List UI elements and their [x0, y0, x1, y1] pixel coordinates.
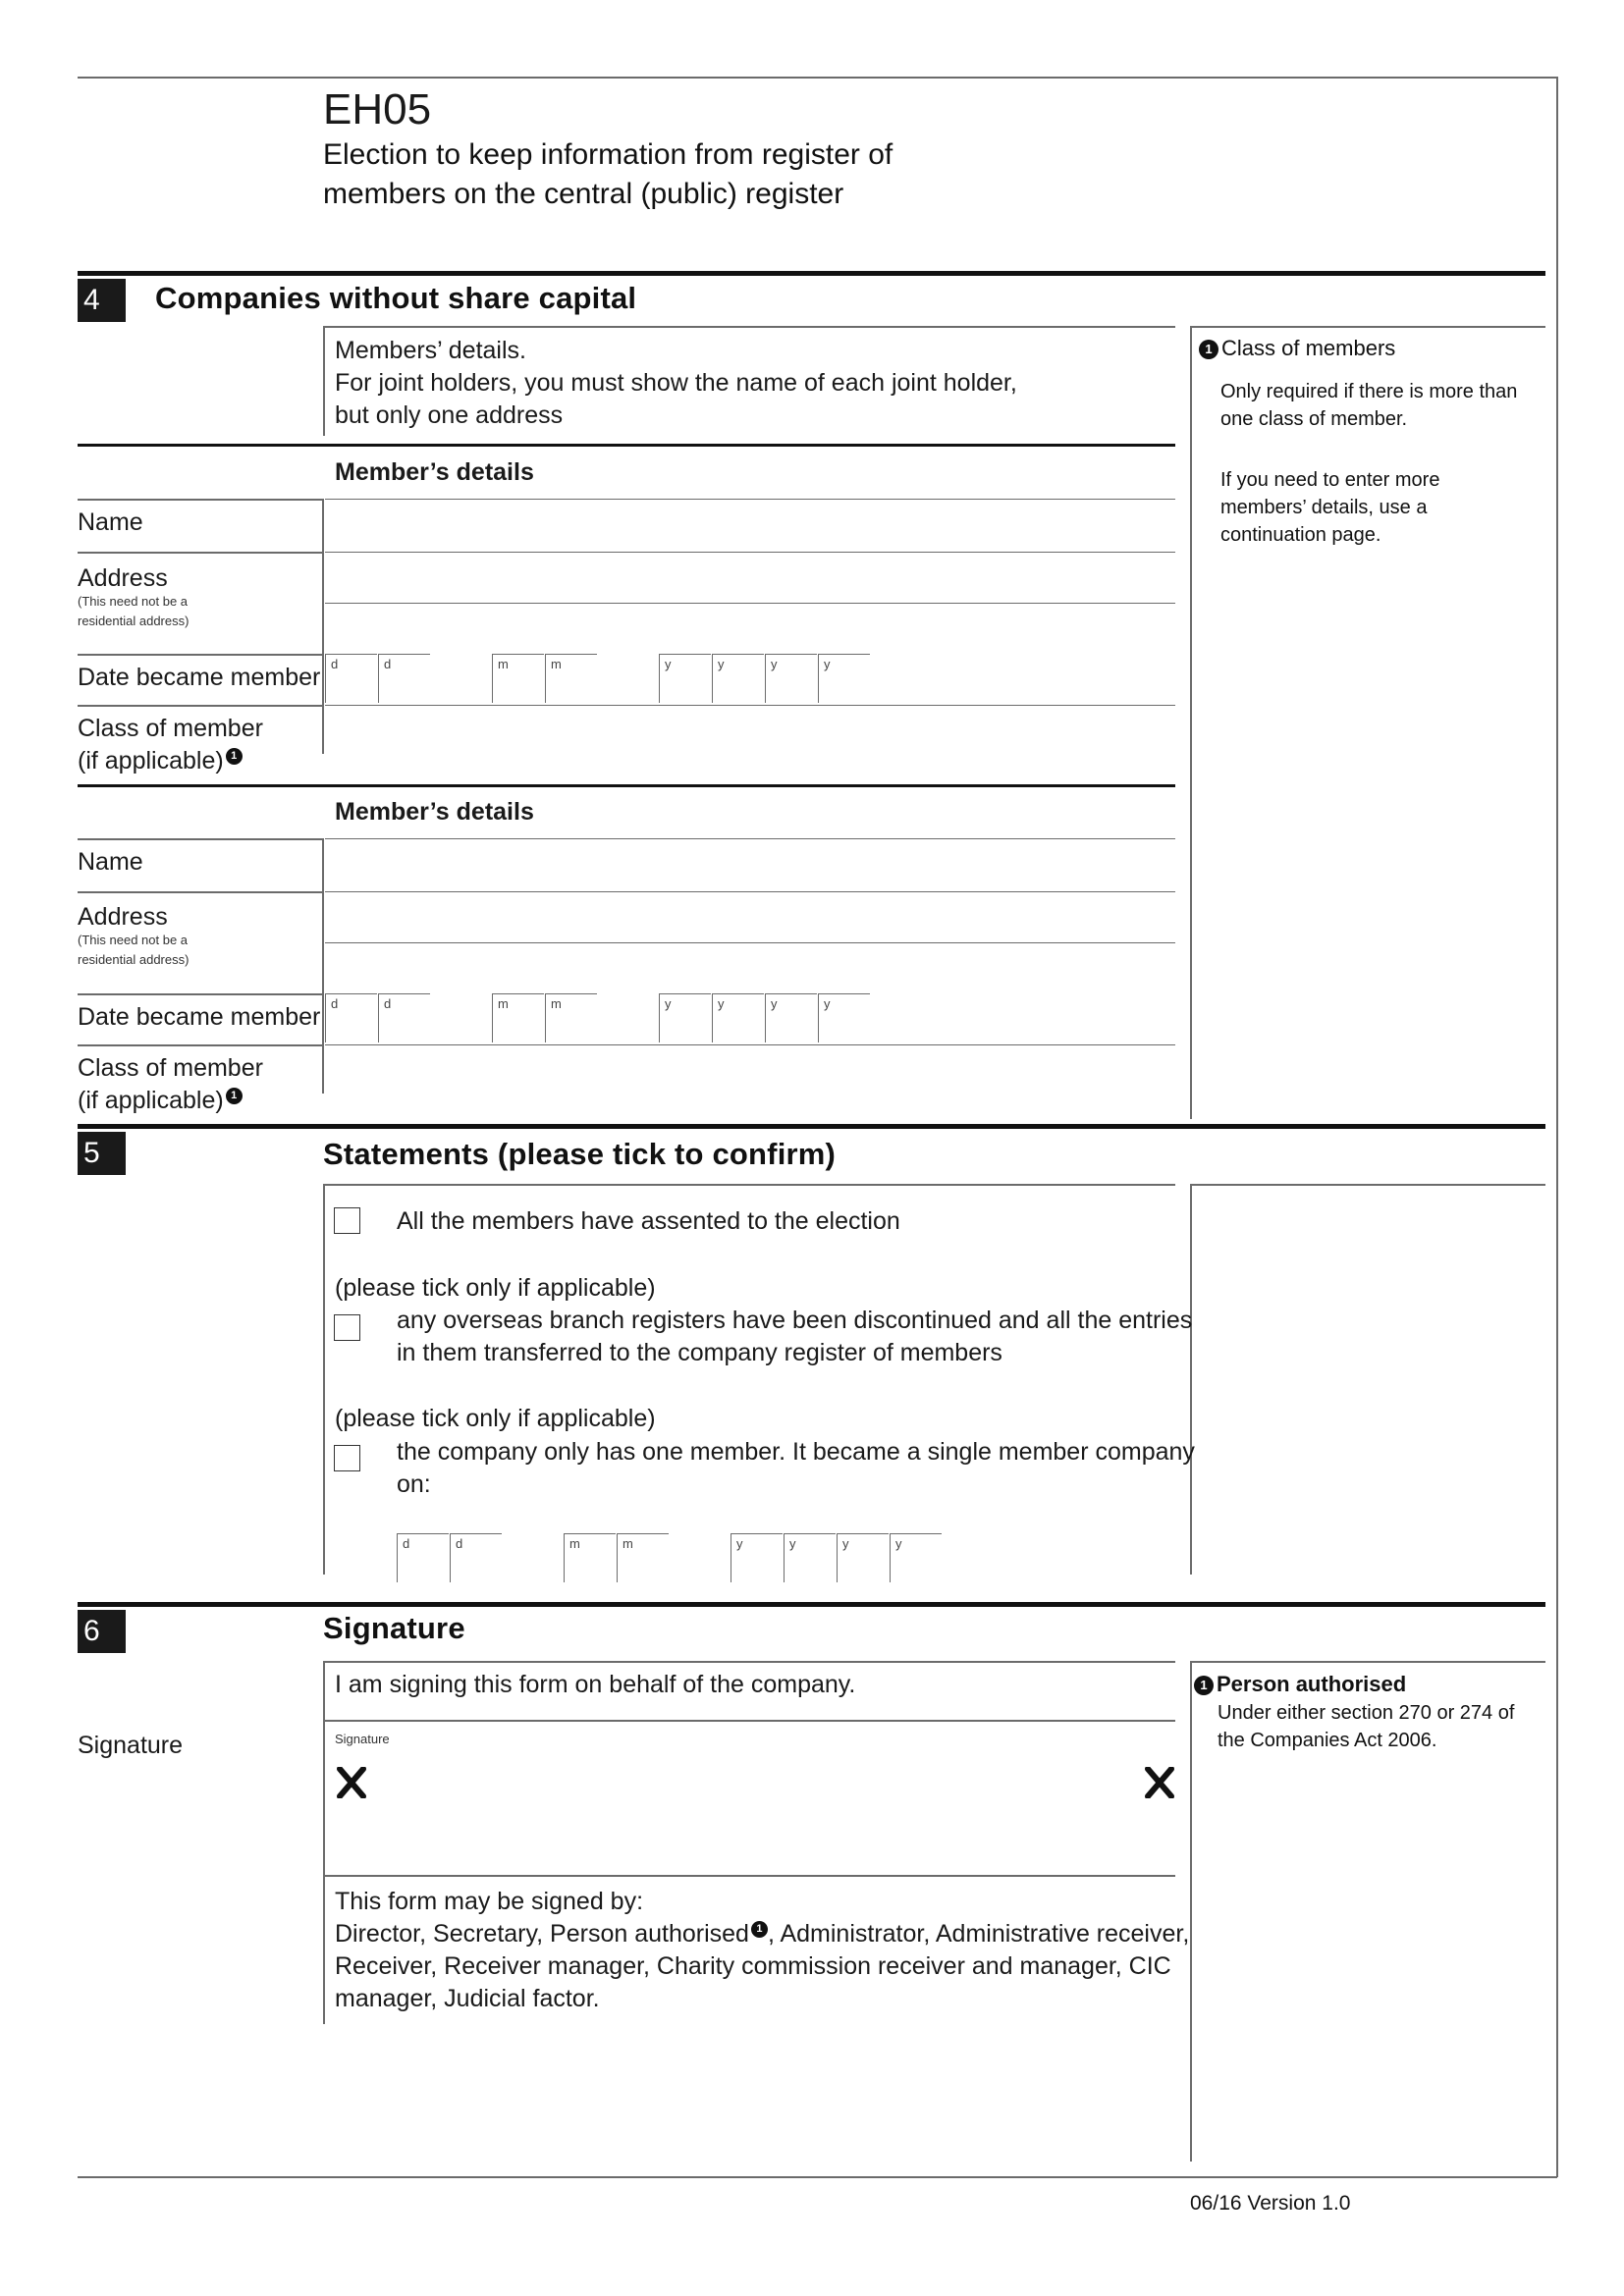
single-member-date-y3[interactable]: y [837, 1533, 889, 1582]
member2-date-d2[interactable]: d [378, 993, 430, 1042]
section6-declaration-top [323, 1661, 1175, 1663]
single-member-date-m1[interactable]: m [564, 1533, 616, 1582]
signed-by-line1: This form may be signed by: [335, 1888, 644, 1915]
member1-date-m1[interactable]: m [492, 654, 544, 703]
member2-date-y4[interactable]: y [818, 993, 870, 1042]
form-title-line2: members on the central (public) register [323, 178, 844, 210]
signature-end-cross-icon [1145, 1767, 1174, 1798]
overseas-registers-checkbox[interactable] [334, 1314, 360, 1341]
member2-class-field[interactable] [325, 1044, 1175, 1095]
signature-label: Signature [78, 1732, 184, 1759]
member2-date-y3[interactable]: y [765, 993, 817, 1042]
member1-date-label-line [78, 654, 323, 656]
statement-overseas-line1: any overseas branch registers have been discontinued and all the entries [397, 1307, 1193, 1334]
single-member-date-y1[interactable]: y [731, 1533, 783, 1582]
section5-box-left [323, 1184, 325, 1575]
single-member-checkbox[interactable] [334, 1445, 360, 1471]
class-of-members-note-line1: Only required if there is more than [1220, 381, 1518, 402]
statement-single-member-line1: the company only has one member. It became a single member company [397, 1438, 1195, 1466]
section4-notes-top [1190, 326, 1545, 328]
member1-address-note2: residential address) [78, 614, 189, 628]
member1-class-field[interactable] [325, 705, 1175, 756]
member2-date-y2[interactable]: y [712, 993, 764, 1042]
section6-notes-divider [1190, 1661, 1192, 2162]
statement-single-member-line2: on: [397, 1470, 431, 1498]
note-title-text: Person authorised [1217, 1672, 1407, 1696]
members-details-intro-1: Members’ details. [335, 337, 526, 364]
section5-rule [78, 1124, 1545, 1129]
member1-address-line1[interactable] [325, 552, 1175, 603]
section4-rule [78, 271, 1545, 276]
member2-rule [78, 784, 1175, 787]
note-1-icon: 1 [1194, 1676, 1214, 1695]
member1-address-note1: (This need not be a [78, 594, 189, 609]
member2-date-label: Date became member [78, 1003, 321, 1031]
member1-date-y4[interactable]: y [818, 654, 870, 703]
section6-notes-top [1190, 1661, 1545, 1663]
member2-name-label-line [78, 838, 323, 840]
person-authorised-note-line1: Under either section 270 or 274 of [1218, 1702, 1515, 1724]
note-title-text: Class of members [1221, 336, 1396, 360]
intro-box-top [323, 326, 1175, 328]
member1-heading: Member’s details [335, 458, 534, 486]
member1-date-y1[interactable]: y [659, 654, 711, 703]
class-of-members-note-title [1199, 334, 1395, 363]
person-authorised-note-title [1194, 1670, 1406, 1699]
note-1-icon: 1 [1199, 340, 1218, 359]
continuation-note-line3: continuation page. [1220, 524, 1381, 546]
signature-field-label: Signature [335, 1732, 390, 1746]
intro-box-left [323, 326, 325, 436]
page-right-border [1556, 77, 1558, 2177]
signing-declaration: I am signing this form on behalf of the company. [335, 1671, 856, 1698]
applicable-note-1: (please tick only if applicable) [335, 1274, 656, 1302]
member1-class-label-line [78, 705, 323, 707]
single-member-date-y2[interactable]: y [784, 1533, 836, 1582]
statement-overseas-line2: in them transferred to the company register of members [397, 1339, 1002, 1366]
member1-class-label1: Class of member [78, 715, 263, 742]
member2-date-y1[interactable]: y [659, 993, 711, 1042]
class-of-members-note-line2: one class of member. [1220, 408, 1408, 430]
member2-class-label1: Class of member [78, 1054, 263, 1082]
member2-date-m1[interactable]: m [492, 993, 544, 1042]
member2-label-divider [322, 838, 324, 1094]
section6-title: Signature [323, 1611, 465, 1645]
member1-date-y3[interactable]: y [765, 654, 817, 703]
members-details-intro-2: For joint holders, you must show the name of each joint holder, [335, 369, 1017, 397]
signed-by-line2: Director, Secretary, Person authorised 1 , Administrator, Administrative receiver, [335, 1920, 1190, 1948]
member2-class-label2: (if applicable) 1 [78, 1085, 243, 1117]
member2-address-line1[interactable] [325, 891, 1175, 942]
section5-notes-divider [1190, 1184, 1192, 1575]
members-details-intro-3: but only one address [335, 401, 564, 429]
member1-date-label: Date became member [78, 664, 321, 691]
member1-address-line2[interactable] [325, 603, 1175, 654]
member2-class-label-line [78, 1044, 323, 1046]
note-1-marker-icon: 1 [226, 748, 243, 765]
form-version: 06/16 Version 1.0 [1190, 2192, 1351, 2215]
member2-address-label: Address [78, 903, 168, 931]
member2-name-field[interactable] [325, 838, 1175, 889]
note-1-marker-icon: 1 [751, 1921, 768, 1938]
page-bottom-border [78, 2176, 1557, 2178]
member2-name-label: Name [78, 848, 143, 876]
member1-date-m2[interactable]: m [545, 654, 597, 703]
member1-address-label: Address [78, 564, 168, 592]
section4-title: Companies without share capital [155, 281, 637, 315]
member1-rule [78, 444, 1175, 447]
section4-number: 4 [78, 279, 126, 322]
signature-start-cross-icon [337, 1767, 366, 1798]
member2-heading: Member’s details [335, 798, 534, 826]
section6-rule [78, 1602, 1545, 1607]
member1-address-label-line [78, 552, 323, 554]
section5-box-top [323, 1184, 1175, 1186]
signed-by-line3: Receiver, Receiver manager, Charity commission receiver and manager, CIC [335, 1952, 1171, 1980]
member2-address-label-line [78, 891, 323, 893]
single-member-date-m2[interactable]: m [617, 1533, 669, 1582]
single-member-date-d2[interactable]: d [450, 1533, 502, 1582]
continuation-note-line2: members’ details, use a [1220, 497, 1428, 518]
statement-assented: All the members have assented to the election [397, 1207, 900, 1235]
signature-box[interactable] [325, 1722, 1175, 1874]
applicable-note-2: (please tick only if applicable) [335, 1405, 656, 1432]
section5-title: Statements (please tick to confirm) [323, 1137, 837, 1171]
member1-class-label2: (if applicable) 1 [78, 745, 243, 777]
form-title-line1: Election to keep information from register of [323, 138, 893, 171]
member2-date-m2[interactable]: m [545, 993, 597, 1042]
note-1-marker-icon: 1 [226, 1088, 243, 1104]
section5-number: 5 [78, 1132, 126, 1175]
member2-address-note2: residential address) [78, 952, 189, 967]
form-code: EH05 [323, 85, 432, 133]
person-authorised-note-line2: the Companies Act 2006. [1218, 1730, 1437, 1751]
section4-notes-divider [1190, 326, 1192, 1119]
assented-checkbox[interactable] [334, 1207, 360, 1234]
signed-by-line4: manager, Judicial factor. [335, 1985, 600, 2012]
member2-date-d1[interactable]: d [325, 993, 377, 1042]
single-member-date-y4[interactable]: y [890, 1533, 942, 1582]
page-top-border [78, 77, 1557, 79]
section6-number: 6 [78, 1610, 126, 1653]
member2-date-label-line [78, 993, 323, 995]
member1-date-d2[interactable]: d [378, 654, 430, 703]
single-member-date-d1[interactable]: d [397, 1533, 449, 1582]
section5-notes-top [1190, 1184, 1545, 1186]
member1-name-label: Name [78, 508, 143, 536]
member1-name-field[interactable] [325, 499, 1175, 550]
member2-address-note1: (This need not be a [78, 933, 189, 947]
member1-name-label-line [78, 499, 323, 501]
continuation-note-line1: If you need to enter more [1220, 469, 1440, 491]
signed-by-top [323, 1875, 1175, 1877]
member1-date-d1[interactable]: d [325, 654, 377, 703]
member1-label-divider [322, 499, 324, 754]
member2-address-line2[interactable] [325, 942, 1175, 993]
member1-date-y2[interactable]: y [712, 654, 764, 703]
